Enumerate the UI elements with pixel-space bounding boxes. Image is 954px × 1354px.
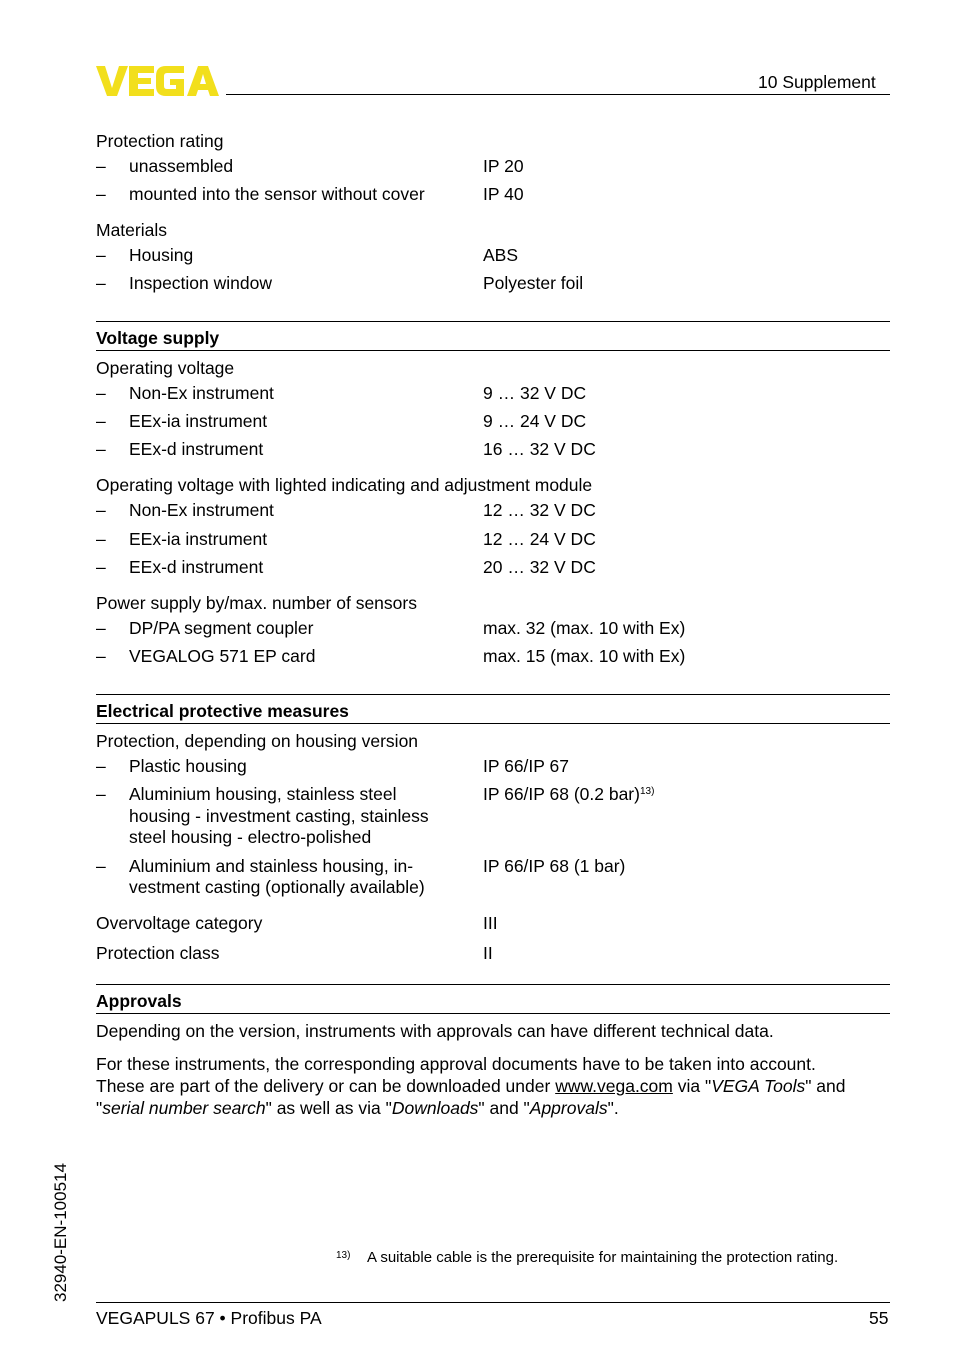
section-rule <box>96 1013 890 1014</box>
text: via " <box>672 1076 712 1096</box>
dash: – <box>96 439 106 459</box>
text: These are part of the delivery or can be downloaded under <box>96 1076 556 1096</box>
spec-label-line: Aluminium housing, stainless steel <box>129 784 397 804</box>
spec-label: Plastic housing <box>129 756 247 776</box>
dash: – <box>96 756 106 776</box>
approvals-paragraph-2-line-3 <box>96 1098 619 1119</box>
spec-value-text: IP 66/IP 68 (0.2 bar) <box>483 784 640 804</box>
spec-value: IP 66/IP 68 (1 bar) <box>483 856 626 876</box>
spec-value: max. 32 (max. 10 with Ex) <box>483 618 686 638</box>
spec-value: ABS <box>483 245 519 265</box>
section-rule <box>96 321 890 322</box>
operating-voltage-title: Operating voltage <box>96 358 235 378</box>
dash: – <box>96 184 106 204</box>
approvals-heading: Approvals <box>96 991 182 1011</box>
spec-label: EEx-d instrument <box>129 439 264 459</box>
spec-value: 20 … 32 V DC <box>483 557 596 577</box>
dash: – <box>96 383 106 403</box>
spec-label-line: Aluminium and stainless housing, in- <box>129 856 414 876</box>
text: ". <box>607 1098 619 1118</box>
spec-value: max. 15 (max. 10 with Ex) <box>483 646 686 666</box>
text: " and <box>805 1076 846 1096</box>
spec-label: Non-Ex instrument <box>129 383 274 403</box>
spec-label-line: steel housing - electro-polished <box>129 827 372 847</box>
italic-text: VEGA Tools <box>711 1076 806 1096</box>
spec-label: EEx-ia instrument <box>129 411 268 431</box>
spec-label: EEx-ia instrument <box>129 529 268 549</box>
protection-class-value: II <box>483 943 493 963</box>
dash: – <box>96 500 106 520</box>
protection-rating-title: Protection rating <box>96 131 224 151</box>
spec-value: 16 … 32 V DC <box>483 439 596 459</box>
approvals-paragraph-2-line-2 <box>96 1076 846 1097</box>
italic-text: Downloads <box>391 1098 479 1118</box>
spec-value <box>483 784 654 805</box>
protection-housing-title: Protection, depending on housing version <box>96 731 419 751</box>
spec-value: IP 66/IP 67 <box>483 756 569 776</box>
overvoltage-value: III <box>483 913 498 933</box>
footnote-text: A suitable cable is the prerequisite for maintaining the protection rating. <box>367 1249 839 1266</box>
lighted-module-title: Operating voltage with lighted indicating and adjustment module <box>96 475 593 495</box>
spec-label: mounted into the sensor without cover <box>129 184 425 204</box>
spec-value: 9 … 32 V DC <box>483 383 587 403</box>
dash: – <box>96 646 106 666</box>
spec-value: 12 … 24 V DC <box>483 529 596 549</box>
spec-label: EEx-d instrument <box>129 557 264 577</box>
text: " as well as via " <box>265 1098 392 1118</box>
voltage-supply-heading: Voltage supply <box>96 328 220 348</box>
page-number: 55 <box>869 1308 889 1328</box>
dash: – <box>96 273 106 293</box>
header-section: 10 Supplement <box>758 72 876 92</box>
dash: – <box>96 245 106 265</box>
dash: – <box>96 156 106 176</box>
spec-label: Inspection window <box>129 273 272 293</box>
spec-value: Polyester foil <box>483 273 584 293</box>
footnote-mark: 13) <box>336 1250 351 1261</box>
section-rule <box>96 350 890 351</box>
spec-label: unassembled <box>129 156 234 176</box>
footer-rule <box>96 1302 890 1303</box>
electrical-heading: Electrical protective measures <box>96 701 349 721</box>
footnote-ref: 13) <box>639 786 655 797</box>
power-supply-title: Power supply by/max. number of sensors <box>96 593 417 613</box>
dash: – <box>96 618 106 638</box>
text: " <box>96 1098 103 1118</box>
dash: – <box>96 529 106 549</box>
spec-label: DP/PA segment coupler <box>129 618 314 638</box>
section-rule <box>96 984 890 985</box>
dash: – <box>96 856 106 876</box>
spec-label: VEGALOG 571 EP card <box>129 646 316 666</box>
approvals-paragraph-1: Depending on the version, instruments with approvals can have different technical data. <box>96 1021 774 1041</box>
dash: – <box>96 784 106 804</box>
italic-text: serial number search <box>102 1098 266 1118</box>
materials-title: Materials <box>96 220 167 240</box>
section-rule <box>96 723 890 724</box>
spec-value: 9 … 24 V DC <box>483 411 587 431</box>
protection-class-label: Protection class <box>96 943 220 963</box>
spec-label: Housing <box>129 245 194 265</box>
spec-label: Non-Ex instrument <box>129 500 274 520</box>
spec-value: IP 20 <box>483 156 524 176</box>
overvoltage-label: Overvoltage category <box>96 913 263 933</box>
spec-label-line: vestment casting (optionally available) <box>129 877 425 897</box>
section-rule <box>96 694 890 695</box>
text: " and " <box>478 1098 530 1118</box>
document-id: 32940-EN-100514 <box>51 1163 70 1302</box>
spec-value: IP 40 <box>483 184 524 204</box>
approvals-paragraph-2-line-1: For these instruments, the corresponding approval documents have to be taken into account. <box>96 1054 816 1074</box>
spec-label-line: housing - investment casting, stainless <box>129 806 429 826</box>
header-rule <box>226 94 890 95</box>
dash: – <box>96 557 106 577</box>
spec-value: 12 … 32 V DC <box>483 500 596 520</box>
footer-title: VEGAPULS 67 • Profibus PA <box>96 1308 322 1328</box>
italic-text: Approvals <box>529 1098 608 1118</box>
vega-link[interactable]: www.vega.com <box>555 1076 673 1096</box>
dash: – <box>96 411 106 431</box>
vega-logo <box>96 64 220 98</box>
